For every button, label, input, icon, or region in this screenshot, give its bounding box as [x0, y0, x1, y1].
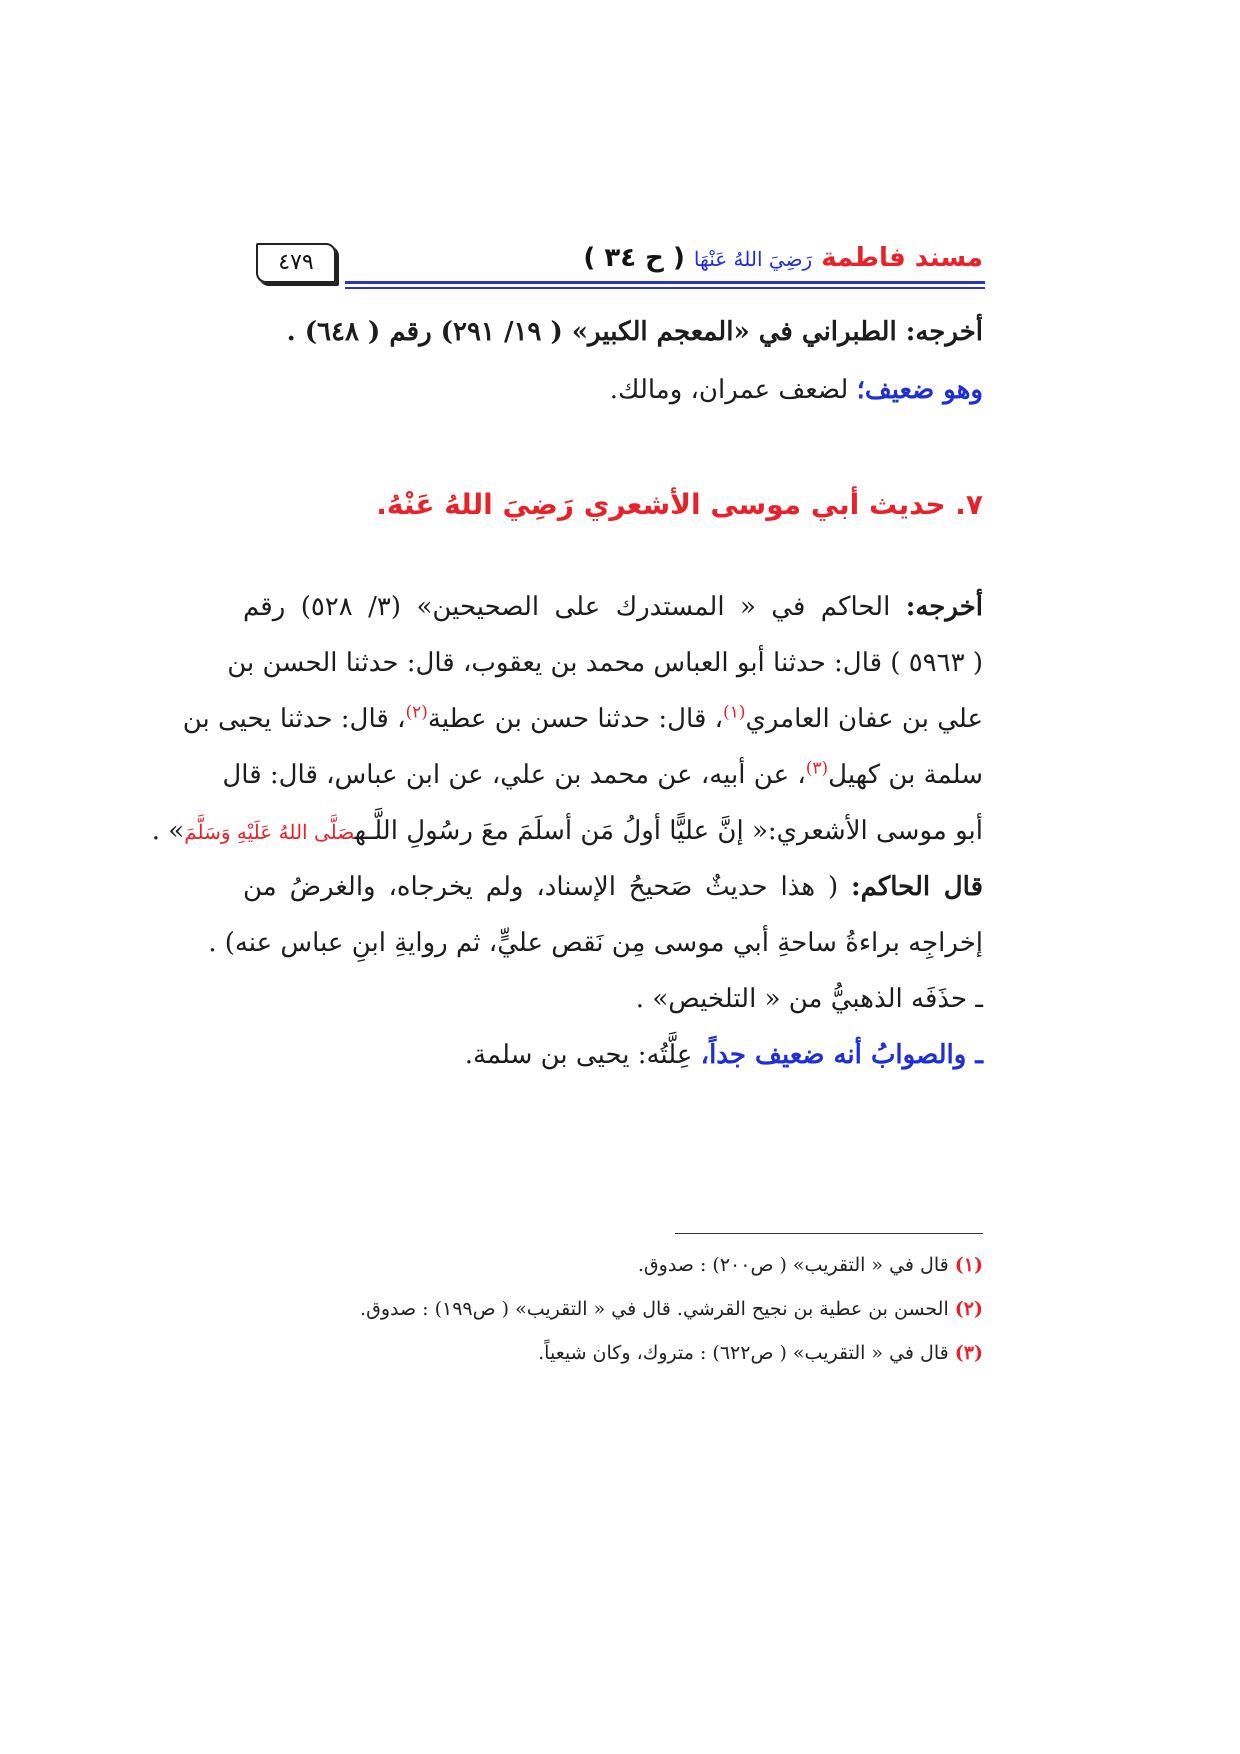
dash: ـ [975, 1040, 983, 1070]
body-line-7 [208, 921, 983, 965]
footnote-divider [675, 1233, 983, 1234]
body-text: ، قال: حدثنا حسن بن عطية [427, 704, 724, 734]
footnote-ref-2[interactable]: (٢) [405, 702, 428, 723]
footnote-text: قال في « التقريب» ( ص٦٢٢) : متروك، وكان شيعياً. [538, 1342, 949, 1364]
takhrij-line [243, 310, 983, 354]
hadith-text: أبو موسى الأشعري:« إنَّ عليًّا أولُ مَن أسلَمَ معَ رسُولِ اللَّـه [354, 816, 983, 846]
footnote-1 [243, 1250, 983, 1280]
body-line-5 [151, 809, 983, 854]
body-text: ( هذا حديثٌ صَحيحُ الإسناد، ولم يخرجاه، والغرضُ من [243, 872, 851, 902]
footnote-ref-3[interactable]: (٣) [805, 758, 829, 779]
body-text: إخراجِه براءةُ ساحةِ أبي موسى مِن نَقص عليٍّ، ثم روايةِ ابنِ عباس عنه) . [208, 928, 983, 958]
footnote-3 [243, 1338, 983, 1368]
header-rule-top [345, 281, 985, 284]
body-line-2 [227, 641, 983, 685]
header-hadith-ref: ( ح ٣٤ ) [583, 243, 685, 273]
header-title: مسند فاطمة [821, 243, 983, 273]
body-text: ( ٥٩٦٣ ) قال: حدثنا أبو العباس محمد بن يعقوب، قال: حدثنا الحسن بن [227, 648, 983, 678]
body-text: سلمة بن كهيل [828, 760, 983, 790]
hakim-label: قال الحاكم: [850, 872, 983, 902]
grading-label: وهو ضعيف؛ [856, 375, 983, 405]
body-text: الحاكم في « المستدرك على الصحيحين» (٣/ ٥٢٨) رقم [243, 592, 906, 622]
takhrij-text: أخرجه: الطبراني في «المعجم الكبير» ( ١٩/ ٢٩١) رقم ( ٦٤٨) . [286, 317, 983, 347]
header-honorific: رَضِيَ اللهُ عَنْهَا [693, 247, 813, 271]
footnote-text: الحسن بن عطية بن نجيح القرشي. قال في « التقريب» ( ص١٩٩) : صدوق. [360, 1298, 949, 1320]
running-header [513, 238, 983, 279]
body-line-6 [243, 865, 983, 909]
salutation: صَلَّى اللهُ عَلَيْهِ وَسَلَّمَ [184, 820, 355, 844]
body-line-3 [182, 697, 983, 741]
footnote-number: (٣) [954, 1342, 983, 1364]
body-text: عِلَّتُه: يحيى بن سلمة. [464, 1040, 701, 1070]
body-label-akhrajahu: أخرجه: [905, 592, 983, 622]
footnote-2 [243, 1294, 983, 1324]
footnote-text: قال في « التقريب» ( ص٢٠٠) : صدوق. [637, 1254, 949, 1276]
footnote-number: (٢) [954, 1298, 983, 1320]
section-heading: ٧. حديث أبي موسى الأشعري رَضِيَ اللهُ عَنْهُ. [376, 488, 983, 521]
final-grading: والصوابُ أنه ضعيف جداً، [700, 1040, 976, 1070]
body-line-9 [243, 1033, 983, 1077]
body-line-4 [222, 753, 983, 797]
body-text: علي بن عفان العامري [745, 704, 983, 734]
body-line-8 [243, 977, 983, 1021]
body-text: ، قال: حدثنا يحيى بن [182, 704, 406, 734]
grading-reason: لضعف عمران، ومالك. [609, 375, 857, 405]
footnote-ref-1[interactable]: (١) [723, 702, 746, 723]
body-line-1 [243, 585, 983, 629]
body-text: » . [151, 816, 185, 846]
header-rule-bottom [345, 287, 985, 289]
grading-line [243, 368, 983, 412]
body-text: ـ حذَفَه الذهبيُّ من « التلخيص» . [635, 984, 983, 1014]
page-number: ٤٧٩ [256, 243, 336, 283]
body-text: ، عن أبيه، عن محمد بن علي، عن ابن عباس، قال: قال [222, 760, 806, 790]
footnote-number: (١) [954, 1254, 983, 1276]
